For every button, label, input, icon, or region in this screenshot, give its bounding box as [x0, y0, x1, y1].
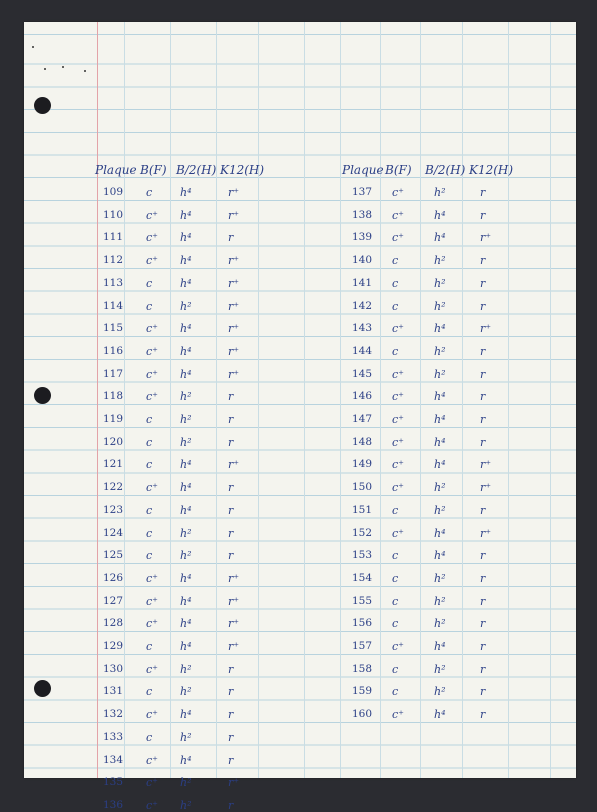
right-b2h-value: h⁴: [434, 526, 446, 540]
right-k12h-value: r: [480, 617, 486, 631]
right-bf-value: c: [392, 344, 399, 358]
left-bf-value: c: [146, 503, 153, 517]
left-k12h-value: r⁺: [228, 640, 240, 653]
speck: [32, 46, 34, 48]
left-bf-value: c⁺: [146, 708, 158, 722]
column-rule: [304, 22, 305, 778]
right-bf-value: c: [392, 549, 399, 563]
left-plaque-number: 120: [103, 435, 124, 448]
right-k12h-value: r: [480, 276, 486, 290]
left-b2h-value: h²: [180, 526, 192, 540]
left-bf-value: c⁺: [146, 798, 158, 812]
right-b2h-value: h⁴: [434, 640, 446, 653]
right-plaque-number: 144: [352, 344, 373, 357]
right-k12h-value: r: [480, 435, 486, 449]
left-k12h-value: r: [228, 662, 234, 676]
notebook-page: [24, 22, 576, 812]
right-b2h-value: h²: [434, 662, 446, 676]
right-b2h-value: h²: [434, 186, 446, 199]
left-plaque-number: 115: [103, 322, 124, 335]
left-k12h-value: r: [228, 730, 234, 744]
right-b2h-value: h⁴: [434, 390, 446, 404]
left-bf-value: c: [146, 549, 153, 563]
left-k12h-value: r: [228, 481, 234, 495]
right-plaque-number: 148: [352, 435, 373, 448]
left-plaque-number: 134: [103, 753, 124, 766]
left-plaque-number: 121: [103, 458, 124, 471]
left-plaque-number: 116: [103, 344, 124, 357]
right-plaque-number: 141: [352, 276, 373, 289]
right-plaque-number: 147: [352, 413, 373, 425]
left-bf-value: c: [146, 730, 153, 744]
right-k12h-value: r: [480, 299, 486, 313]
right-bf-value: c⁺: [392, 390, 404, 404]
left-k12h-value: r⁺: [228, 208, 240, 222]
left-bf-value: c: [146, 276, 153, 290]
right-k12h-value: r⁺: [480, 322, 492, 336]
right-plaque-number: 143: [352, 322, 373, 335]
right-bf-value: c: [392, 617, 399, 631]
left-k12h-value: r: [228, 798, 234, 812]
left-k12h-value: r⁺: [228, 776, 240, 790]
left-plaque-number: 135: [103, 776, 124, 789]
left-k12h-value: r⁺: [228, 322, 240, 336]
right-b2h-value: h⁴: [434, 231, 446, 245]
right-bf-value: c: [392, 276, 399, 290]
left-k12h-value: r: [228, 231, 234, 245]
left-plaque-number: 136: [103, 798, 124, 811]
left-plaque-number: 127: [103, 594, 124, 607]
right-b2h-value: h²: [434, 685, 446, 699]
right-bf-value: c⁺: [392, 231, 404, 245]
left-b2h-value: h²: [180, 299, 192, 313]
left-bf-value: c: [146, 299, 153, 313]
left-bf-value: c⁺: [146, 344, 158, 358]
right-plaque-number: 152: [352, 526, 373, 539]
left-bf-value: c⁺: [146, 662, 158, 676]
left-k12h-value: r⁺: [228, 367, 240, 381]
right-b2h-value: h⁴: [434, 549, 446, 563]
left-bf-value: c⁺: [146, 571, 158, 585]
column-rule: [124, 22, 125, 778]
right-k12h-value: r: [480, 685, 486, 699]
right-k12h-value: r: [480, 708, 486, 722]
left-bf-value: c: [146, 526, 153, 540]
left-b2h-value: h⁴: [180, 208, 192, 222]
left-bf-value: c: [146, 435, 153, 449]
right-b2h-value: h²: [434, 276, 446, 290]
header-b2h: B/2(H): [176, 163, 217, 177]
left-b2h-value: h²: [180, 435, 192, 449]
left-plaque-number: 123: [103, 503, 124, 516]
left-b2h-value: h⁴: [180, 640, 192, 653]
column-rule: [340, 22, 341, 778]
right-b2h-value: h²: [434, 367, 446, 381]
right-plaque-number: 155: [352, 594, 373, 607]
left-plaque-number: 124: [103, 526, 124, 539]
left-k12h-value: r⁺: [228, 571, 240, 585]
right-k12h-value: r: [480, 594, 486, 608]
right-b2h-value: h⁴: [434, 208, 446, 222]
right-b2h-value: h²: [434, 617, 446, 631]
right-bf-value: c⁺: [392, 708, 404, 722]
right-k12h-value: r: [480, 390, 486, 404]
right-b2h-value: h²: [434, 299, 446, 313]
right-plaque-number: 138: [352, 208, 373, 221]
header-plaque: Plaque: [342, 163, 384, 177]
right-bf-value: c⁺: [392, 322, 404, 336]
left-b2h-value: h²: [180, 390, 192, 404]
right-bf-value: c: [392, 299, 399, 313]
right-bf-value: c⁺: [392, 640, 404, 653]
left-plaque-number: 129: [103, 640, 124, 652]
right-bf-value: c: [392, 254, 399, 268]
left-plaque-number: 113: [103, 276, 124, 289]
right-k12h-value: r: [480, 640, 486, 653]
left-plaque-number: 125: [103, 549, 124, 562]
right-plaque-number: 153: [352, 549, 373, 562]
left-plaque-number: 126: [103, 571, 124, 584]
left-k12h-value: r: [228, 526, 234, 540]
left-b2h-value: h⁴: [180, 254, 192, 268]
right-plaque-number: 150: [352, 481, 373, 494]
left-plaque-number: 110: [103, 208, 124, 221]
left-k12h-value: r: [228, 708, 234, 722]
column-rule: [216, 22, 217, 778]
left-k12h-value: r: [228, 503, 234, 517]
left-b2h-value: h⁴: [180, 231, 192, 245]
left-plaque-number: 132: [103, 708, 124, 721]
column-rule: [258, 22, 259, 778]
left-k12h-value: r⁺: [228, 458, 240, 472]
right-k12h-value: r: [480, 208, 486, 222]
right-k12h-value: r: [480, 186, 486, 199]
left-b2h-value: h⁴: [180, 617, 192, 631]
left-k12h-value: r⁺: [228, 594, 240, 608]
left-bf-value: c⁺: [146, 254, 158, 268]
right-plaque-number: 139: [352, 231, 373, 244]
left-b2h-value: h⁴: [180, 322, 192, 336]
left-plaque-number: 133: [103, 730, 124, 743]
left-b2h-value: h⁴: [180, 276, 192, 290]
left-k12h-value: r⁺: [228, 186, 240, 199]
left-b2h-value: h²: [180, 798, 192, 812]
left-b2h-value: h⁴: [180, 481, 192, 495]
right-bf-value: c⁺: [392, 481, 404, 495]
left-plaque-number: 111: [103, 231, 124, 244]
binder-hole: [34, 387, 51, 404]
left-plaque-number: 109: [103, 186, 124, 198]
column-rule: [380, 22, 381, 778]
right-bf-value: c: [392, 594, 399, 608]
left-bf-value: c⁺: [146, 481, 158, 495]
right-k12h-value: r: [480, 571, 486, 585]
right-plaque-number: 149: [352, 458, 373, 471]
left-bf-value: c⁺: [146, 617, 158, 631]
right-plaque-number: 154: [352, 571, 373, 584]
left-plaque-number: 118: [103, 390, 124, 403]
left-b2h-value: h⁴: [180, 458, 192, 472]
left-bf-value: c⁺: [146, 231, 158, 245]
right-b2h-value: h⁴: [434, 322, 446, 336]
right-k12h-value: r⁺: [480, 458, 492, 472]
right-plaque-number: 157: [352, 640, 373, 652]
right-k12h-value: r: [480, 662, 486, 676]
right-b2h-value: h²: [434, 254, 446, 268]
right-k12h-value: r⁺: [480, 526, 492, 540]
header-k12h: K12(H): [220, 163, 265, 177]
right-bf-value: c⁺: [392, 413, 404, 426]
left-k12h-value: r: [228, 549, 234, 563]
right-plaque-number: 137: [352, 186, 373, 198]
right-bf-value: c: [392, 685, 399, 699]
speck: [84, 70, 86, 72]
right-plaque-number: 159: [352, 685, 373, 698]
left-bf-value: c⁺: [146, 594, 158, 608]
left-b2h-value: h⁴: [180, 344, 192, 358]
right-bf-value: c⁺: [392, 367, 404, 381]
left-bf-value: c⁺: [146, 367, 158, 381]
right-plaque-number: 142: [352, 299, 373, 312]
left-bf-value: c: [146, 413, 153, 426]
speck: [44, 68, 46, 70]
binder-hole: [34, 680, 51, 697]
right-k12h-value: r: [480, 549, 486, 563]
right-b2h-value: h⁴: [434, 458, 446, 472]
left-k12h-value: r: [228, 413, 234, 426]
right-bf-value: c: [392, 503, 399, 517]
header-b2h: B/2(H): [425, 163, 466, 177]
left-b2h-value: h²: [180, 776, 192, 790]
column-rule: [462, 22, 463, 778]
header-bf: B(F): [385, 163, 412, 177]
right-b2h-value: h⁴: [434, 435, 446, 449]
right-b2h-value: h²: [434, 571, 446, 585]
right-plaque-number: 156: [352, 617, 373, 630]
header-bf: B(F): [140, 163, 167, 177]
left-plaque-number: 119: [103, 413, 124, 425]
left-b2h-value: h⁴: [180, 571, 192, 585]
left-bf-value: c⁺: [146, 390, 158, 404]
right-b2h-value: h²: [434, 594, 446, 608]
left-b2h-value: h⁴: [180, 186, 192, 199]
left-bf-value: c⁺: [146, 322, 158, 336]
right-plaque-number: 160: [352, 708, 373, 721]
right-b2h-value: h⁴: [434, 413, 446, 426]
left-plaque-number: 117: [103, 367, 124, 380]
left-bf-value: c: [146, 640, 153, 653]
left-bf-value: c⁺: [146, 208, 158, 222]
right-b2h-value: h⁴: [434, 708, 446, 722]
left-plaque-number: 122: [103, 481, 124, 494]
right-bf-value: c: [392, 662, 399, 676]
right-plaque-number: 145: [352, 367, 373, 380]
left-k12h-value: r⁺: [228, 276, 240, 290]
right-k12h-value: r: [480, 344, 486, 358]
left-k12h-value: r⁺: [228, 617, 240, 631]
left-k12h-value: r: [228, 753, 234, 767]
left-k12h-value: r: [228, 390, 234, 404]
left-bf-value: c: [146, 186, 153, 199]
left-b2h-value: h⁴: [180, 367, 192, 381]
left-k12h-value: r⁺: [228, 254, 240, 268]
right-k12h-value: r: [480, 503, 486, 517]
right-k12h-value: r⁺: [480, 231, 492, 245]
right-bf-value: c: [392, 571, 399, 585]
column-rule: [508, 22, 509, 778]
left-k12h-value: r: [228, 435, 234, 449]
right-k12h-value: r⁺: [480, 481, 492, 495]
left-k12h-value: r: [228, 685, 234, 699]
right-k12h-value: r: [480, 413, 486, 426]
speck: [62, 66, 64, 68]
left-plaque-number: 114: [103, 299, 124, 312]
left-b2h-value: h²: [180, 413, 192, 426]
right-plaque-number: 151: [352, 503, 373, 516]
column-rule: [420, 22, 421, 778]
right-bf-value: c⁺: [392, 208, 404, 222]
left-b2h-value: h⁴: [180, 708, 192, 722]
right-bf-value: c⁺: [392, 458, 404, 472]
left-k12h-value: r⁺: [228, 344, 240, 358]
red-margin-line: [97, 22, 98, 778]
right-bf-value: c⁺: [392, 526, 404, 540]
left-b2h-value: h⁴: [180, 594, 192, 608]
right-plaque-number: 140: [352, 254, 373, 267]
right-b2h-value: h²: [434, 503, 446, 517]
left-k12h-value: r⁺: [228, 299, 240, 313]
header-plaque: Plaque: [95, 163, 137, 177]
column-rule: [170, 22, 171, 778]
binder-hole: [34, 97, 51, 114]
right-k12h-value: r: [480, 367, 486, 381]
left-bf-value: c⁺: [146, 776, 158, 790]
right-plaque-number: 146: [352, 390, 373, 403]
left-b2h-value: h²: [180, 685, 192, 699]
right-b2h-value: h²: [434, 481, 446, 495]
left-plaque-number: 128: [103, 617, 124, 630]
right-bf-value: c⁺: [392, 186, 404, 199]
left-b2h-value: h⁴: [180, 753, 192, 767]
left-b2h-value: h⁴: [180, 503, 192, 517]
left-b2h-value: h²: [180, 662, 192, 676]
left-bf-value: c: [146, 685, 153, 699]
right-k12h-value: r: [480, 254, 486, 268]
left-plaque-number: 131: [103, 685, 124, 698]
left-bf-value: c: [146, 458, 153, 472]
left-plaque-number: 112: [103, 254, 124, 267]
header-k12h: K12(H): [469, 163, 514, 177]
left-b2h-value: h²: [180, 730, 192, 744]
left-plaque-number: 130: [103, 662, 124, 675]
right-plaque-number: 158: [352, 662, 373, 675]
right-bf-value: c⁺: [392, 435, 404, 449]
column-rule: [550, 22, 551, 778]
left-bf-value: c⁺: [146, 753, 158, 767]
left-b2h-value: h²: [180, 549, 192, 563]
right-b2h-value: h²: [434, 344, 446, 358]
